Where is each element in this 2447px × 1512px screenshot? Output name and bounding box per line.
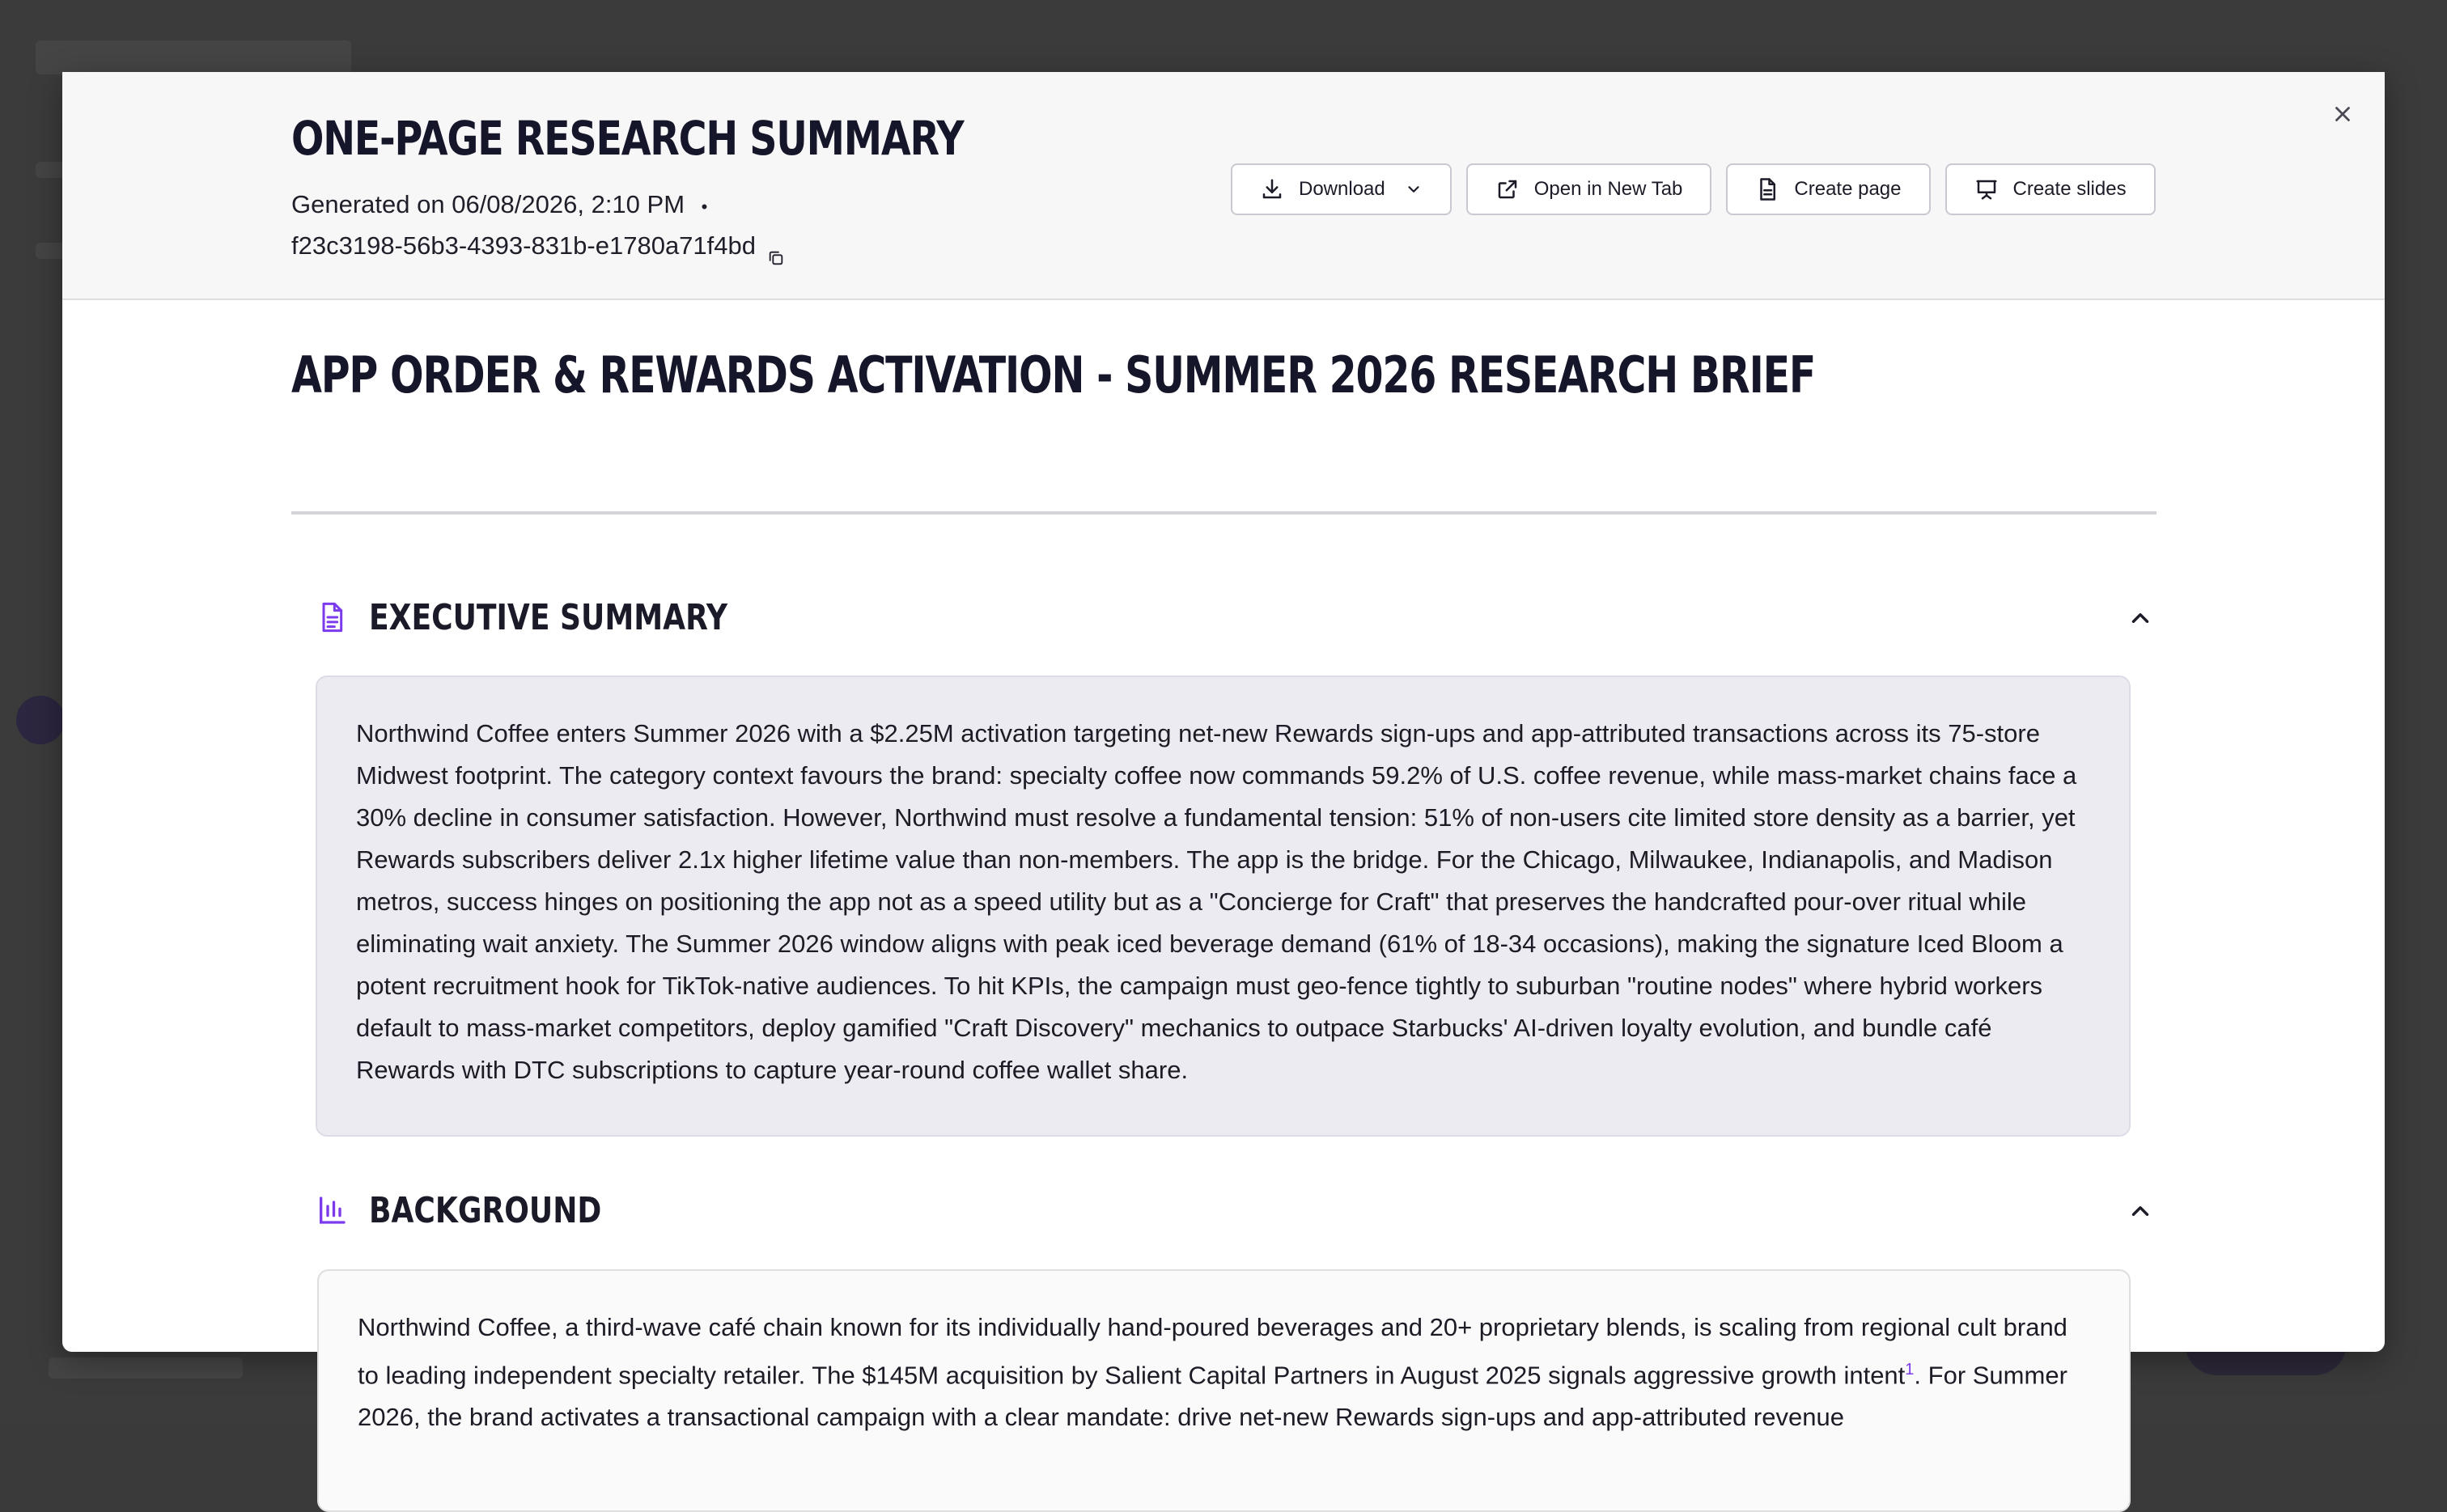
- report-id: f23c3198-56b3-4393-831b-e1780a71f4bd: [291, 231, 756, 260]
- create-slides-button[interactable]: [1945, 163, 2156, 215]
- bar-chart-icon: [316, 1194, 348, 1226]
- document-icon: [316, 601, 348, 633]
- create-slides-label: Create slides: [2012, 178, 2127, 200]
- modal-actions: [1231, 163, 2156, 215]
- download-icon: [1260, 177, 1284, 201]
- download-button[interactable]: [1231, 163, 1452, 215]
- open-new-tab-label: Open in New Tab: [1533, 178, 1683, 200]
- section-header-executive-summary[interactable]: [316, 593, 2193, 642]
- create-page-label: Create page: [1794, 178, 1902, 200]
- report-meta: [291, 185, 785, 265]
- create-page-button[interactable]: [1726, 163, 1930, 215]
- close-button[interactable]: [2325, 96, 2360, 132]
- download-label: Download: [1299, 178, 1385, 200]
- executive-summary-text: Northwind Coffee enters Summer 2026 with a $2.25M activation targeting net-new Rewards sign-ups and app-attributed transactions across its 75-store Midwest footprint. The category context favours the brand: specialty coffee now commands 59.2% of U.S. coffee revenue, while mass-market chains face a 30% decline in consumer satisfaction. However, Northwind must resolve a fundamental tension: 51% of non-users cite limited store density as a barrier, yet Rewards subscribers deliver 2.1x higher lifetime value than non-members. The app is the bridge. For the Chicago, Milwaukee, Indianapolis, and Madison metros, success hinges on positioning the app not as a speed utility but as a "Concierge for Craft" that preserves the handcrafted pour-over ritual while eliminating wait anxiety. The Summer 2026 window aligns with peak iced beverage demand (61% of 18-34 occasions), making the signature Iced Bloom a potent recruitment hook for TikTok-native audiences. To hit KPIs, the campaign must geo-fence tightly to suburban "routine nodes" where hybrid workers default to mass-market competitors, deploy gamified "Craft Discovery" mechanics to outpace Starbucks' AI-driven loyalty evolution, and bundle café Rewards with DTC subscriptions to capture year-round coffee wallet share.: [356, 719, 2077, 1084]
- document-icon: [1755, 177, 1779, 201]
- research-summary-modal: [62, 72, 2385, 1432]
- background-text-part: Northwind Coffee, a third-wave café chain known for its individually hand-poured beverages and 20+ proprietary blends, is scaling from regional cult brand to leading independent specialty retailer. The $145M acquisition by Salient Capital Partners in August 2025 signals aggressive growth intent: [358, 1313, 2067, 1390]
- section-title: EXECUTIVE SUMMARY: [369, 596, 728, 638]
- executive-summary-card: [316, 676, 2131, 1137]
- external-link-icon: [1495, 177, 1520, 201]
- section-title: BACKGROUND: [369, 1189, 602, 1231]
- document-title: APP ORDER & REWARDS ACTIVATION - SUMMER 2026 RESEARCH BRIEF: [291, 345, 1816, 404]
- chevron-up-icon[interactable]: [2127, 1197, 2154, 1225]
- presentation-icon: [1974, 177, 1999, 201]
- close-icon: [2330, 102, 2355, 126]
- background-card: [317, 1269, 2131, 1512]
- generated-timestamp: Generated on 06/08/2026, 2:10 PM: [291, 190, 685, 218]
- modal-header: [62, 72, 2385, 300]
- copy-icon[interactable]: [767, 239, 785, 257]
- background-text: [358, 1307, 2090, 1438]
- open-new-tab-button[interactable]: [1466, 163, 1712, 215]
- citation-link[interactable]: 1: [1905, 1361, 1915, 1379]
- section-header-background[interactable]: [316, 1186, 2193, 1235]
- modal-title: ONE-PAGE RESEARCH SUMMARY: [291, 111, 964, 166]
- meta-separator: •: [701, 197, 708, 217]
- chevron-up-icon[interactable]: [2127, 604, 2154, 632]
- title-divider: [291, 511, 2156, 515]
- modal-body[interactable]: [62, 302, 2385, 1432]
- background-text-part: . For Summer 2026, the brand activates a transactional campaign with a clear mandate: drive net-new Rewards sign-ups and app-attributed revenue: [358, 1361, 2067, 1432]
- chevron-down-icon: [1405, 180, 1423, 198]
